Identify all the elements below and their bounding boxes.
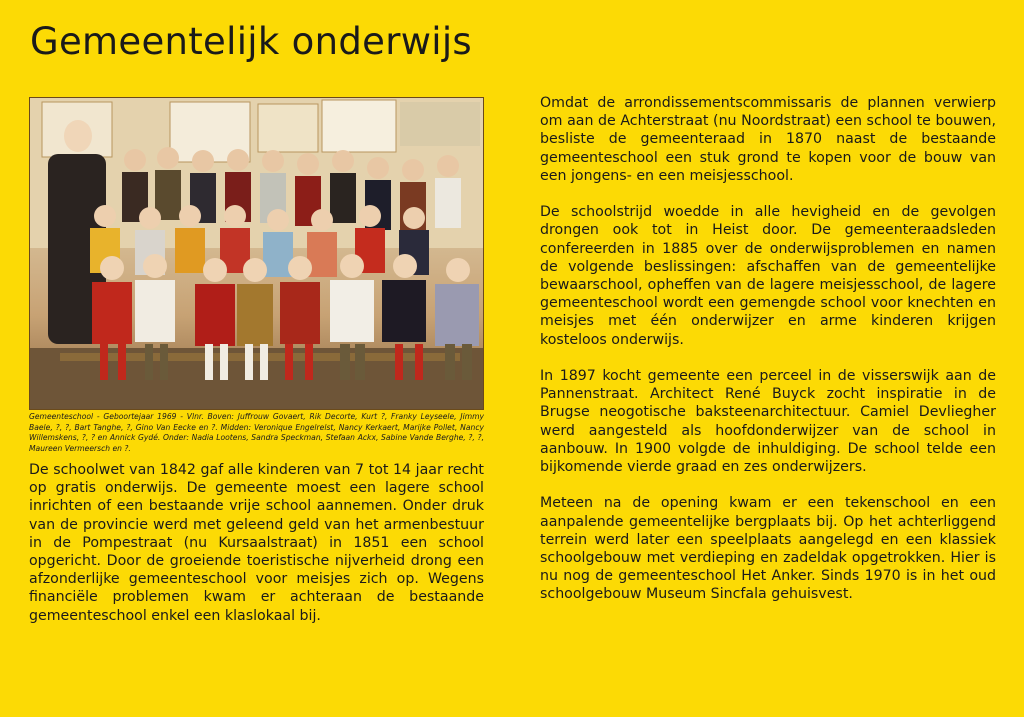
- left-paragraph: De schoolwet van 1842 gaf alle kinderen van 7 tot 14 jaar recht op gratis onderwijs. De gemeente moest een lagere school inrichten of een bestaande vrije school aannemen. Onder druk van de provincie werd met geleend geld van het armenbestuur in de Pompestraat (nu Kursaalstraat) in 1851 een school opgericht. Door de groeiende toeristische nijverheid drong een afzonderlijke gemeenteschool voor meisjes zich op. Wegens financiële problemen kwam er achteraan de bestaande gemeenteschool enkel een klaslokaal bij.: [29, 462, 484, 624]
- paragraph: In 1897 kocht gemeente een perceel in de visserswijk aan de Pannenstraat. Architect René Buyck zocht inspiratie in de Brugse neogotische baksteenarchitectuur. Camiel Devliegher werd aangesteld als hoofdonderwijzer van de school in aanbouw. In 1900 volgde de inhuldiging. De school telde een bijkomende vierde graad en zes onderwijzers.: [540, 368, 996, 476]
- paragraph: Meteen na de opening kwam er een tekenschool en een aanpalende gemeentelijke bergplaats bij. Op het achterliggend terrein werd later een speelplaats aangelegd en een klassiek schoolgebouw met verdieping en zadeldak opgetrokken. Hier is nu nog de gemeenteschool Het Anker. Sinds 1970 is in het oud schoolgebouw Museum Sincfala gehuisvest.: [540, 495, 996, 603]
- paragraph: Omdat de arrondissementscommissaris de plannen verwierp om aan de Achterstraat (nu Noordstraat) een school te bouwen, besliste de gemeenteraad in 1870 naast de bestaande gemeenteschool een stuk grond te kopen voor de bouw van een jongens- en een meisjesschool.: [540, 95, 996, 184]
- class-photo: [29, 97, 484, 410]
- class-photo-illustration: [30, 98, 483, 409]
- page-title: Gemeentelijk onderwijs: [30, 20, 473, 63]
- paragraph: De schoolstrijd woedde in alle hevigheid en de gevolgen drongen ook tot in Heist door. De gemeenteraadsleden confereerden in 1885 over de onderwijsproblemen en namen de volgende beslissingen: afschaffen van de gemeentelijke bewaarschool, opheffen van de lagere meisjesschool, de lagere gemeenteschool wordt een gemengde school voor knechten en meisjes met één onderwijzer en arme kinderen krijgen kosteloos onderwijs.: [540, 204, 996, 348]
- right-column: [540, 94, 996, 622]
- photo-caption: Gemeenteschool - Geboortejaar 1969 - Vlnr. Boven: Juffrouw Govaert, Rik Decorte, Kurt ?, Franky Leyseele, Jimmy Baele, ?, ?, Bart Tanghe, ?, Gino Van Eecke en ?. Midden: Veronique Engelrelst, Nancy Kerkaert, Marijke Pollet, Nancy Willemskens, ?, ? en Annick Gydé. Onder: Nadia Lootens, Sandra Speckman, Stefaan Ackx, Sabine Vande Berghe, ?, ?, Maureen Vermeersch en ?.: [29, 412, 484, 453]
